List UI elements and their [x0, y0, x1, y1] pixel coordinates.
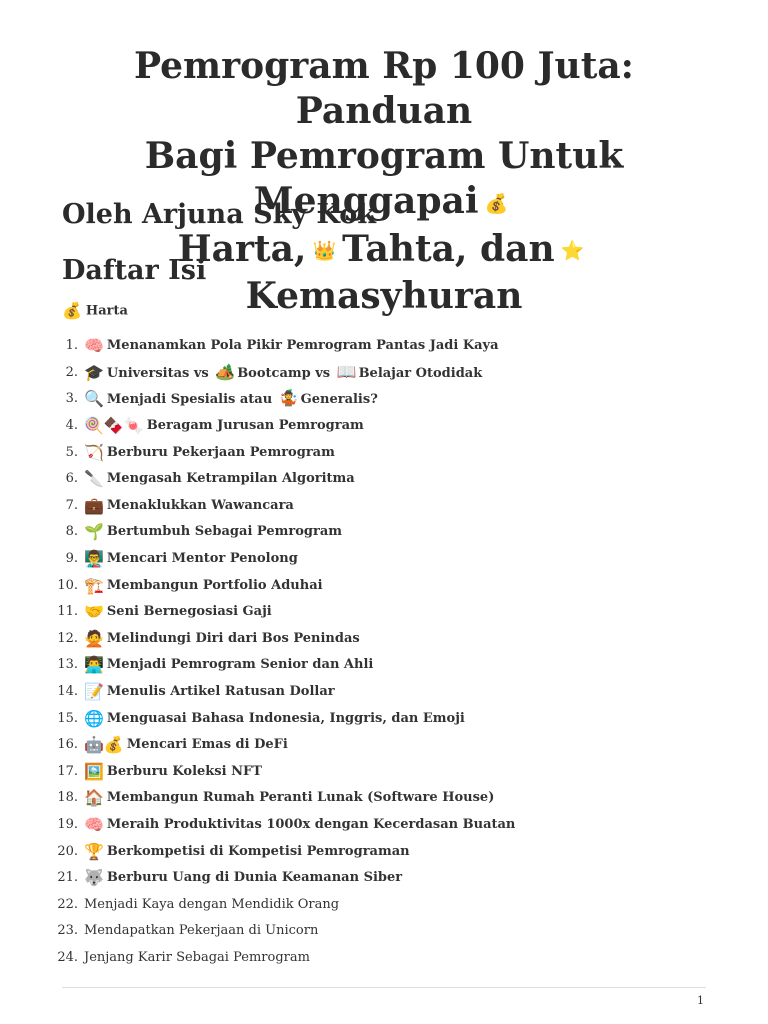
toc-item-text: Menanamkan Pola Pikir Pemrogram Pantas Jadi Kaya [106, 338, 499, 354]
toc-item[interactable] [54, 679, 694, 706]
toc-item-title [107, 681, 335, 703]
toc-item-number: 5. [65, 444, 78, 460]
toc-item-icon: 🏹 [84, 442, 104, 462]
toc-item-icon: 🔪 [84, 469, 104, 489]
toc-item-inline-icon: 📖 [336, 361, 357, 381]
toc-item-title [107, 654, 373, 676]
toc-item-icon: 🏗️ [84, 575, 104, 595]
crown-icon: 👑 [312, 240, 337, 262]
toc-item-icon: 👨‍🏫 [84, 549, 104, 569]
toc-item-title [84, 947, 310, 969]
section-label-harta [62, 300, 128, 323]
toc-item-text: Mengasah Ketrampilan Algoritma [106, 471, 355, 487]
toc-item-title [107, 468, 355, 490]
toc-item[interactable] [54, 493, 694, 520]
toc-item-number: 12. [57, 630, 78, 646]
toc-item[interactable] [54, 891, 694, 918]
toc-item-icon: 🖼️ [84, 761, 104, 781]
toc-item-number: 7. [65, 497, 78, 513]
toc-item-text: Berburu Pekerjaan Pemrogram [106, 444, 335, 460]
toc-item-icon: 📝 [84, 682, 104, 702]
toc-item[interactable] [54, 812, 694, 839]
toc-item-title [107, 867, 402, 889]
title-line-3-c: Kemasyhuran [245, 275, 523, 317]
table-of-contents [54, 333, 694, 971]
toc-item-text: Beragam Jurusan Pemrogram [146, 418, 364, 434]
toc-item[interactable] [54, 519, 694, 546]
toc-item[interactable] [54, 945, 694, 972]
toc-item-icon: 🧠 [84, 336, 104, 356]
toc-item[interactable] [54, 386, 694, 413]
toc-item-text: Seni Bernegosiasi Gaji [106, 604, 272, 620]
toc-item-number: 9. [65, 551, 78, 567]
toc-item-title [107, 495, 294, 517]
title-line-2-text: Bagi Pemrogram Untuk Menggapai [144, 135, 624, 222]
toc-item-icon: 👨‍💻 [84, 655, 104, 675]
toc-item[interactable] [54, 333, 694, 360]
toc-item-icon: 🐺 [84, 868, 104, 888]
toc-item-icon: 🎓 [84, 362, 104, 382]
toc-item-number: 2. [65, 364, 78, 380]
toc-item-text: Berburu Uang di Dunia Keamanan Siber [106, 870, 403, 886]
toc-item-text: Mencari Mentor Penolong [106, 551, 298, 567]
toc-item-title [107, 575, 323, 597]
toc-item-text: Universitas vs [106, 365, 209, 381]
toc-item-number: 17. [57, 763, 78, 779]
toc-item-number: 20. [57, 843, 78, 859]
title-line-3-b: Tahta, dan [342, 227, 555, 270]
toc-item-inline-icon: 🤹 [278, 388, 299, 408]
toc-item-text: Jenjang Karir Sebagai Pemrogram [84, 949, 310, 965]
toc-item-title [107, 708, 465, 730]
toc-item-number: 11. [57, 604, 78, 620]
title-line-3-a: Harta, [177, 227, 307, 270]
toc-item-number: 16. [57, 737, 78, 753]
toc-heading: Daftar Isi [62, 255, 207, 286]
toc-item[interactable] [54, 652, 694, 679]
toc-item-text: Menjadi Kaya dengan Mendidik Orang [84, 896, 340, 912]
toc-item[interactable] [54, 466, 694, 493]
toc-item[interactable] [54, 599, 694, 626]
toc-item-title [127, 734, 288, 756]
toc-item-title [107, 387, 378, 411]
toc-item[interactable] [54, 413, 694, 440]
money-bag-icon: 💰 [484, 192, 509, 215]
toc-item-text: Bertumbuh Sebagai Pemrogram [106, 524, 343, 540]
star-icon: ⭐ [560, 240, 585, 262]
toc-item-icon: 🏆 [84, 841, 104, 861]
toc-item[interactable] [54, 865, 694, 892]
toc-item-text: Menjadi Spesialis atau [106, 392, 273, 408]
toc-item[interactable] [54, 918, 694, 945]
toc-item-title [147, 415, 364, 437]
toc-item-title [107, 335, 499, 357]
toc-item-number: 22. [57, 896, 78, 912]
toc-item-text: Belajar Otodidak [358, 365, 483, 381]
toc-item-icon: 🤖💰 [84, 735, 124, 755]
toc-item[interactable] [54, 546, 694, 573]
toc-item-number: 18. [57, 790, 78, 806]
page-number: 1 [697, 994, 704, 1007]
toc-item-title [107, 521, 342, 543]
toc-item-number: 14. [57, 684, 78, 700]
toc-item-title [107, 761, 262, 783]
toc-item[interactable] [54, 759, 694, 786]
toc-item-number: 19. [57, 816, 78, 832]
toc-item-text: Membangun Rumah Peranti Lunak (Software House) [106, 790, 495, 806]
toc-item-icon: 🌱 [84, 522, 104, 542]
toc-item-title [107, 841, 410, 863]
section-label-text: Harta [85, 303, 128, 319]
toc-item[interactable] [54, 626, 694, 653]
toc-item[interactable] [54, 572, 694, 599]
toc-item-number: 3. [65, 391, 78, 407]
toc-item[interactable] [54, 838, 694, 865]
toc-item[interactable] [54, 785, 694, 812]
toc-item-text: Generalis? [300, 392, 378, 408]
toc-item-title [107, 442, 335, 464]
toc-item-number: 10. [57, 577, 78, 593]
toc-item-number: 8. [65, 524, 78, 540]
toc-item-text: Berburu Koleksi NFT [106, 763, 262, 779]
toc-item-icon: 🧠 [84, 814, 104, 834]
toc-item-title [84, 920, 318, 942]
toc-item-number: 6. [65, 471, 78, 487]
toc-item-number: 1. [65, 338, 78, 354]
toc-item[interactable] [54, 360, 694, 387]
toc-item-number: 13. [57, 657, 78, 673]
toc-item-text: Menjadi Pemrogram Senior dan Ahli [106, 657, 374, 673]
toc-item-number: 21. [57, 870, 78, 886]
money-bag-icon: 💰 [62, 301, 82, 320]
toc-item-text: Menaklukkan Wawancara [106, 497, 294, 513]
toc-item-text: Mendapatkan Pekerjaan di Unicorn [84, 923, 319, 939]
toc-item-icon: 🏠 [84, 788, 104, 808]
toc-item-icon: 💼 [84, 495, 104, 515]
toc-item-text: Mencari Emas di DeFi [126, 737, 288, 753]
toc-item[interactable] [54, 732, 694, 759]
footer-divider [62, 987, 706, 988]
toc-item-number: 4. [65, 418, 78, 434]
toc-item-title [107, 601, 272, 623]
toc-item-icon: 🙅 [84, 628, 104, 648]
toc-item-title [107, 361, 482, 385]
toc-item-title [107, 787, 494, 809]
toc-item-icon: 🍭🍫🍬 [84, 416, 144, 436]
toc-item-icon: 🔍 [84, 389, 104, 409]
toc-item-text: Meraih Produktivitas 1000x dengan Kecerdasan Buatan [106, 816, 516, 832]
toc-item-title [107, 548, 298, 570]
toc-item-inline-icon: 🏕️ [215, 361, 236, 381]
toc-item-icon: 🤝 [84, 602, 104, 622]
toc-item[interactable] [54, 439, 694, 466]
toc-item-icon: 🌐 [84, 708, 104, 728]
toc-item-number: 15. [57, 710, 78, 726]
toc-item[interactable] [54, 705, 694, 732]
toc-item-text: Menulis Artikel Ratusan Dollar [106, 684, 335, 700]
toc-item-text: Bootcamp vs [237, 365, 331, 381]
toc-item-title [107, 814, 515, 836]
toc-item-title [84, 894, 339, 916]
toc-item-text: Menguasai Bahasa Indonesia, Inggris, dan Emoji [106, 710, 465, 726]
author-byline: Oleh Arjuna Sky Kok [62, 199, 376, 230]
toc-item-title [107, 628, 360, 650]
toc-item-number: 23. [57, 923, 78, 939]
toc-item-text: Melindungi Diri dari Bos Penindas [106, 630, 360, 646]
title-line-1: Pemrogram Rp 100 Juta: Panduan [134, 45, 634, 132]
toc-item-text: Membangun Portfolio Aduhai [106, 577, 323, 593]
toc-item-text: Berkompetisi di Kompetisi Pemrograman [106, 843, 410, 859]
toc-item-number: 24. [57, 949, 78, 965]
